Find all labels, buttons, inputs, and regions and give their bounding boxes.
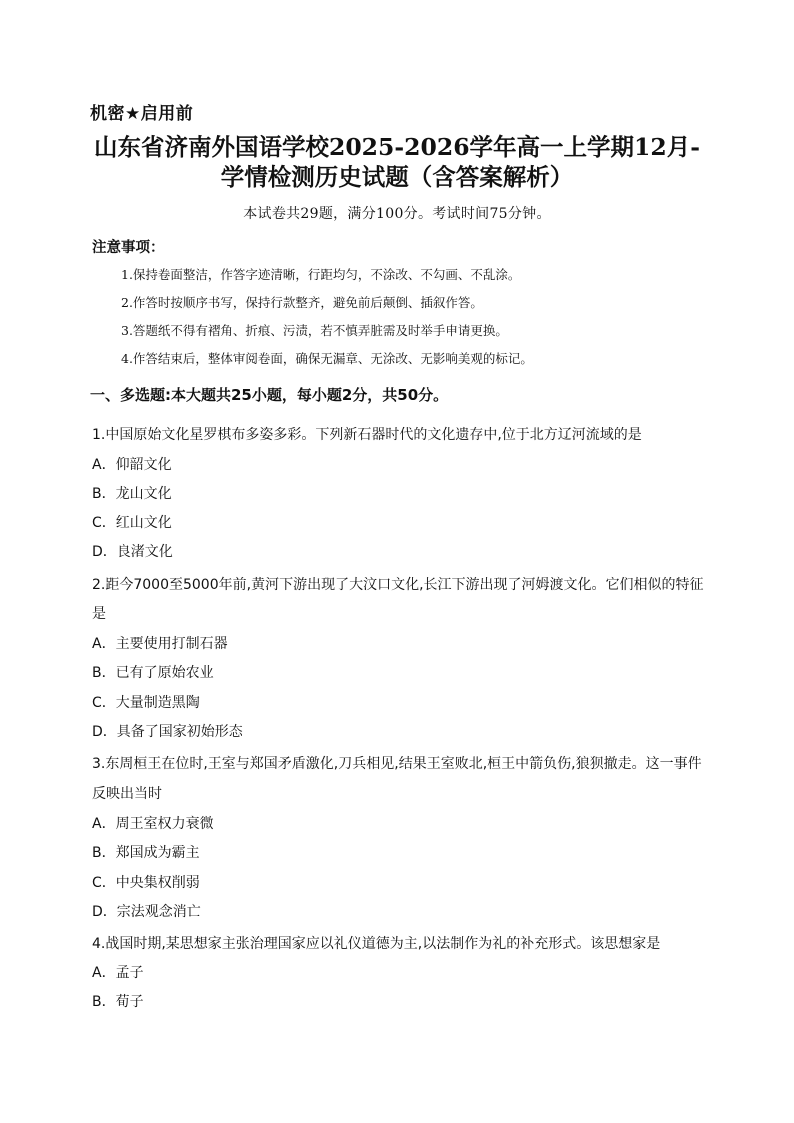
exam-title-line2: 学情检测历史试题（含答案解析）	[220, 163, 574, 191]
question-4-stem: 4.战国时期,某思想家主张治理国家应以礼仪道德为主,以法制作为礼的补充形式。该思想家是	[92, 936, 661, 952]
question-1-option-d: D．良渚文化	[92, 544, 173, 560]
question-2-stem: 2.距今7000至5000年前,黄河下游出现了大汶口文化,长江下游出现了河姆渡文化。它们相似的特征	[92, 577, 704, 593]
question-1-stem: 1.中国原始文化星罗棋布多姿多彩。下列新石器时代的文化遗存中,位于北方辽河流域的是	[92, 427, 642, 443]
notice-item: 2.作答时按顺序书写，保持行款整齐，避免前后颠倒、插叙作答。	[121, 295, 483, 310]
question-3-option-c: C．中央集权削弱	[92, 875, 200, 891]
question-4-option-b: B．荀子	[92, 994, 144, 1010]
question-4-option-a: A．孟子	[92, 965, 144, 981]
notice-item: 3.答题纸不得有褶角、折痕、污渍，若不慎弄脏需及时举手申请更换。	[121, 323, 508, 338]
question-2-option-a: A．主要使用打制石器	[92, 636, 228, 652]
question-1-option-c: C．红山文化	[92, 515, 172, 531]
question-1-option-b: B．龙山文化	[92, 486, 172, 502]
question-3-stem: 3.东周桓王在位时,王室与郑国矛盾激化,刀兵相见,结果王室败北,桓王中箭负伤,狼狈撤走。这一事件	[92, 756, 702, 772]
confidential-label: 机密★启用前	[90, 104, 194, 124]
question-2-option-c: C．大量制造黑陶	[92, 695, 200, 711]
question-2-stem-cont: 是	[92, 606, 106, 622]
exam-title-line1: 山东省济南外国语学校2025-2026学年高一上学期12月-	[93, 133, 701, 161]
question-2-option-d: D．具备了国家初始形态	[92, 724, 243, 740]
question-1-option-a: A．仰韶文化	[92, 457, 172, 473]
exam-info: 本试卷共29题，满分100分。考试时间75分钟。	[243, 206, 551, 222]
notice-heading: 注意事项：	[92, 240, 165, 256]
question-3-option-a: A．周王室权力衰微	[92, 816, 214, 832]
notice-item: 1.保持卷面整洁，作答字迹清晰，行距均匀，不涂改、不勾画、不乱涂。	[121, 267, 521, 282]
question-3-stem-cont: 反映出当时	[92, 786, 162, 802]
section-heading: 一、多选题:本大题共25小题，每小题2分，共50分。	[90, 386, 449, 404]
question-3-option-d: D．宗法观念消亡	[92, 904, 201, 920]
question-2-option-b: B．已有了原始农业	[92, 665, 214, 681]
question-3-option-b: B．郑国成为霸主	[92, 845, 200, 861]
notice-item: 4.作答结束后，整体审阅卷面，确保无漏章、无涂改、无影响美观的标记。	[121, 351, 533, 366]
